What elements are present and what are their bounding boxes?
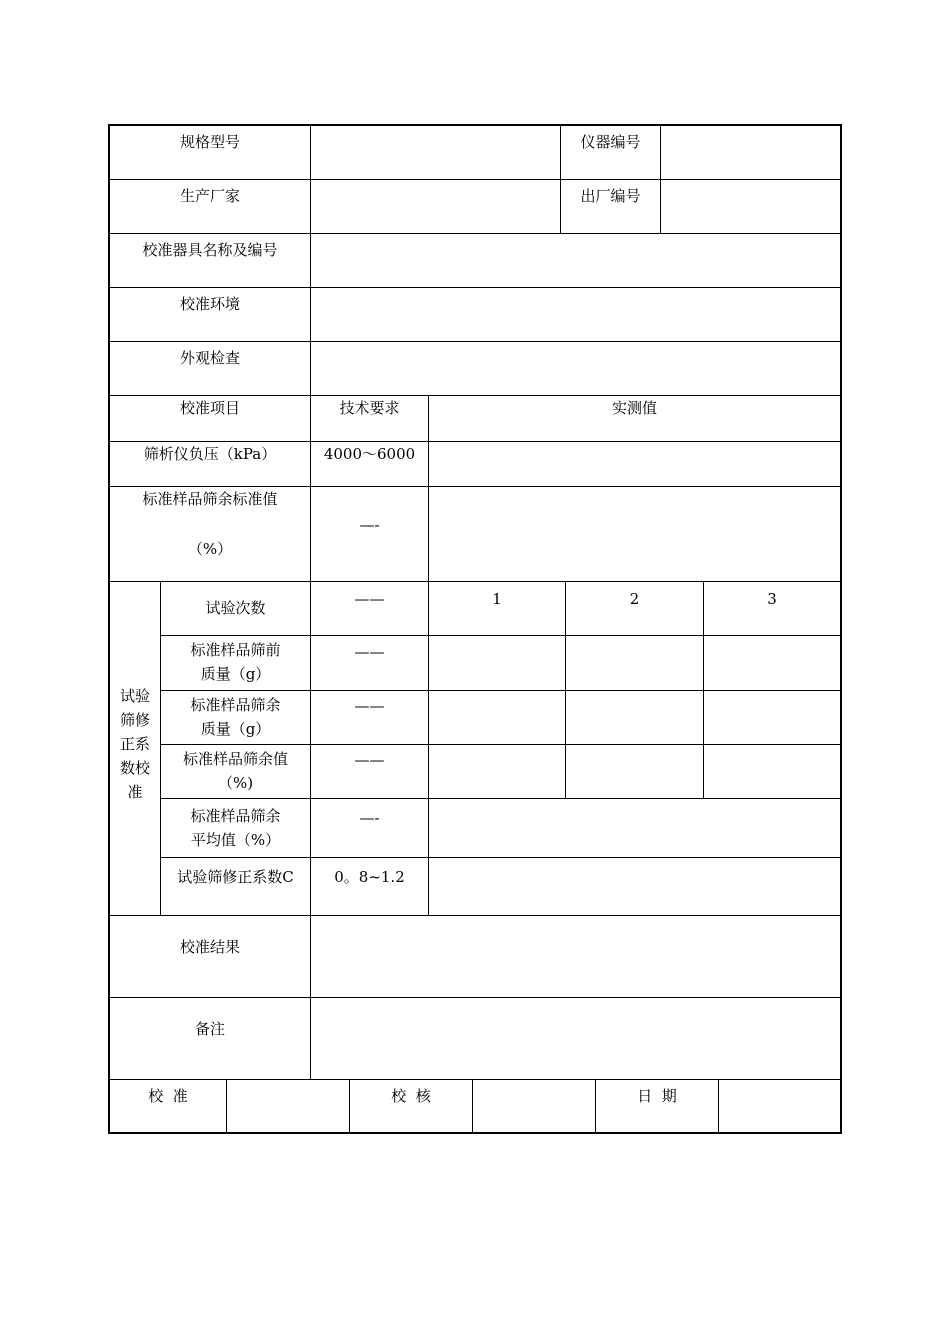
- mass-residue-requirement: ——: [354, 697, 385, 715]
- calibration-record-form: [108, 124, 842, 1134]
- calibrator-label: 校 准: [148, 1087, 188, 1105]
- instrument-no-label: 仪器编号: [580, 133, 641, 151]
- rule: [160, 744, 842, 745]
- pressure-label: 筛析仪负压（kPa）: [143, 445, 277, 463]
- trial-count-requirement: ——: [354, 590, 385, 608]
- rule: [108, 581, 842, 582]
- manufacturer-label: 生产厂家: [179, 187, 240, 205]
- checker-label: 校 核: [391, 1087, 431, 1105]
- item-header: 校准项目: [179, 399, 240, 417]
- rule: [160, 798, 842, 799]
- measured-header: 实测值: [611, 399, 657, 417]
- mass-residue-label-line2: 质量（g）: [200, 720, 271, 738]
- border-bottom: [108, 1132, 842, 1134]
- standard-value-label-line1: 标准样品筛余标准值: [142, 490, 278, 508]
- environment-label: 校准环境: [179, 295, 240, 313]
- border-left: [108, 124, 110, 1134]
- rule: [108, 179, 842, 180]
- mass-before-requirement: ——: [354, 643, 385, 661]
- mass-before-label-line1: 标准样品筛前: [190, 641, 281, 659]
- rule: [428, 395, 429, 915]
- coef-requirement: 0。8~1.2: [334, 868, 405, 886]
- rule: [108, 287, 842, 288]
- pressure-requirement: 4000～6000: [323, 445, 416, 463]
- rule: [108, 233, 842, 234]
- residue-avg-label-line2: 平均值（%）: [190, 831, 281, 849]
- rule: [226, 1079, 227, 1133]
- trial-1: 1: [492, 590, 502, 608]
- group-label-line: 数校: [119, 759, 150, 777]
- rule: [160, 690, 842, 691]
- coef-label: 试验筛修正系数C: [177, 868, 294, 886]
- border-top: [108, 124, 842, 126]
- residue-value-label-line2: （%): [217, 774, 254, 792]
- standard-value-requirement: —-: [359, 516, 380, 534]
- rule: [660, 124, 661, 233]
- rule: [108, 1079, 842, 1080]
- correction-group-label: [110, 684, 160, 804]
- rule: [160, 857, 842, 858]
- rule: [108, 341, 842, 342]
- appearance-label: 外观检查: [179, 349, 240, 367]
- model-label: 规格型号: [179, 133, 240, 151]
- remarks-label: 备注: [194, 1020, 225, 1038]
- rule: [718, 1079, 719, 1133]
- border-right: [840, 124, 842, 1134]
- residue-avg-label-line1: 标准样品筛余: [190, 807, 281, 825]
- group-label-line: 准: [127, 783, 143, 801]
- residue-value-label-line1: 标准样品筛余值: [182, 750, 288, 768]
- mass-before-label-line2: 质量（g）: [200, 665, 271, 683]
- rule: [160, 635, 842, 636]
- standard-value-label-line2: （%）: [187, 540, 233, 558]
- rule: [703, 581, 704, 798]
- residue-avg-requirement: —-: [359, 809, 380, 827]
- rule: [108, 915, 842, 916]
- factory-no-label: 出厂编号: [580, 187, 641, 205]
- trial-3: 3: [767, 590, 777, 608]
- group-label-line: 正系: [119, 735, 150, 753]
- rule: [472, 1079, 473, 1133]
- rule: [565, 581, 566, 798]
- trial-2: 2: [629, 590, 640, 608]
- residue-value-requirement: ——: [354, 751, 385, 769]
- group-label-line: 筛修: [119, 711, 150, 729]
- requirement-header: 技术要求: [339, 399, 400, 417]
- calib-tool-label: 校准器具名称及编号: [142, 241, 278, 259]
- mass-residue-label-line1: 标准样品筛余: [190, 696, 281, 714]
- group-label-line: 试验: [119, 687, 150, 705]
- trial-count-label: 试验次数: [205, 599, 266, 617]
- result-label: 校准结果: [179, 938, 240, 956]
- date-label: 日 期: [637, 1087, 677, 1105]
- rule: [108, 997, 842, 998]
